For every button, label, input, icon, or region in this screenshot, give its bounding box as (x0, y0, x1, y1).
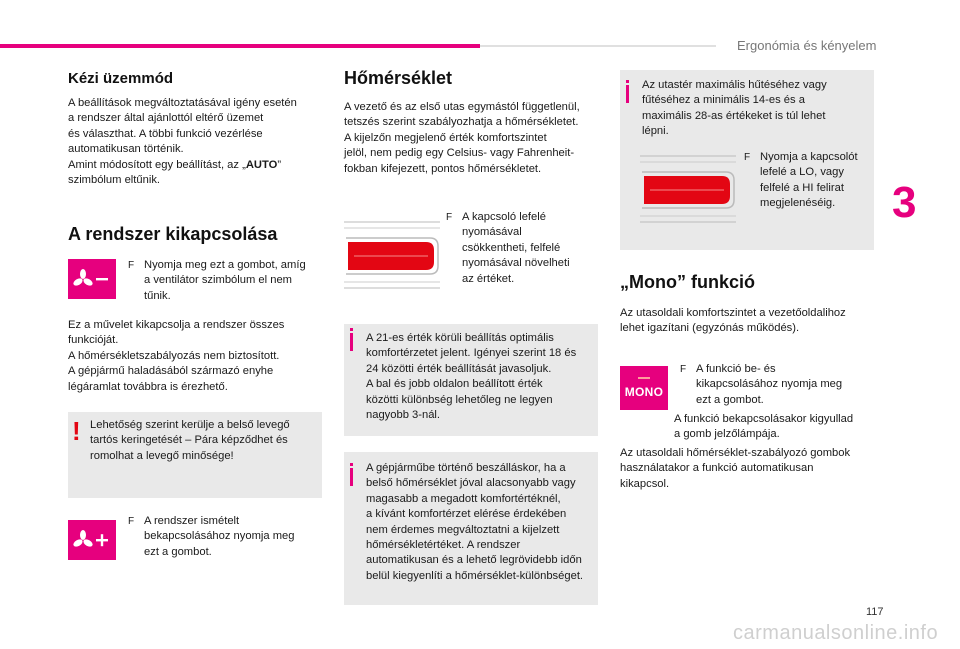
info-icon-dot (350, 328, 353, 331)
fan-plus-icon (72, 527, 112, 553)
info-comfort-content (366, 331, 596, 423)
mono-description-2: Az utasoldali hőmérséklet-szabályozó gombok használatakor a funkció automatikusan kikapcsol. (620, 447, 851, 490)
temperature-description: A vezető és az első utas egymástól függetlenül, tetszés szerint szabályozhatja a hőmérsékletet. A kijelzőn megjelenő érték komfortszintet jelöl, nem pedig egy Celsius- vagy Fahrenheit- fokban kifejezett, pontos hőmérsékletet. (344, 101, 580, 175)
watermark: carmanualsonline.info (733, 622, 939, 644)
mono-bullet-text: A funkció be- és kikapcsolásához nyomja meg ezt a gombot. (696, 363, 843, 406)
off-description-text: Ez a művelet kikapcsolja a rendszer összes funkcióját. A hőmérsékletszabályozás nem biztosított. A gépjármű haladásából származó enyhe légáramlat továbbra is érezhető. (68, 319, 285, 393)
bullet-icon: F (744, 152, 751, 163)
switch-illustration-icon (344, 216, 440, 292)
temperature-switch-illustration (344, 216, 440, 292)
header-accent-bar (0, 44, 480, 48)
mono-indicator-light (638, 377, 650, 379)
info-entry-content (366, 461, 596, 584)
info-icon-dot (626, 80, 629, 83)
system-off-title: A rendszer kikapcsolása (68, 224, 278, 244)
off-bullet (128, 258, 328, 304)
mono-label: MONO (624, 385, 664, 399)
temperature-bullet (446, 210, 586, 287)
header-divider (480, 45, 716, 47)
on-bullet-text: A rendszer ismételt bekapcsolásához nyomja meg ezt a gombot. (144, 515, 295, 558)
mono-after-text: A funkció bekapcsolásakor kigyullad a gomb jelzőlámpája. (674, 413, 854, 441)
info-icon (626, 85, 629, 103)
mono-text2 (620, 446, 880, 492)
info-extremes-content (642, 78, 870, 140)
manual-mode-title: Kézi üzemmód (68, 70, 174, 87)
mono-bullet (680, 362, 876, 408)
temperature-text (344, 100, 606, 177)
info-comfort-text: A 21-es érték körüli beállítás optimális komfortérzetet jelent. Igényei szerint 18 és 24 közötti érték beállítását javasoljuk. A bal és jobb oldalon beállított érték közötti különbség lehetőleg ne legyen nagyobb 3-nál. (366, 332, 577, 422)
manual-mode-text (68, 96, 328, 188)
auto-label: AUTO (245, 158, 278, 171)
warning-icon: ! (72, 416, 81, 446)
lo-hi-bullet-text: Nyomja a kapcsolót lefelé a LO, vagy felfelé a HI felirat megjelenéséig. (760, 151, 858, 210)
bullet-icon: F (128, 516, 135, 527)
lo-hi-switch-illustration (640, 150, 736, 226)
info-icon (350, 333, 353, 351)
fan-minus-icon (72, 266, 112, 292)
info-icon-dot (350, 463, 353, 466)
warning-text: Lehetőség szerint kerülje a belső levegő tartós keringetését – Pára képződhet és romolhat a levegő minősége! (90, 419, 290, 462)
warning-content (90, 418, 318, 464)
manual-text-b: ” szimbólum eltűnik. (68, 158, 282, 187)
switch-illustration-icon (640, 150, 736, 226)
fan-on-button (68, 520, 116, 560)
mono-after (674, 412, 880, 443)
mono-title: „Mono” funkció (620, 272, 755, 292)
chapter-number: 3 (892, 178, 917, 227)
mono-text (620, 306, 880, 337)
temperature-bullet-text: A kapcsoló lefelé nyomásával csökkentheti, felfelé nyomásával növelheti az értéket. (462, 211, 570, 285)
bullet-icon: F (128, 260, 135, 271)
bullet-icon: F (446, 212, 453, 223)
manual-text-a: A beállítások megváltoztatásával igény esetén a rendszer által ajánlottól eltérő üzemet és választhat. A többi funkció vezérlése automatikusan történik. Amint módosított egy beállítást, az „ (68, 97, 297, 171)
bullet-icon: F (680, 364, 687, 375)
page-number: 117 (866, 606, 884, 618)
fan-off-button (68, 259, 116, 299)
temperature-title: Hőmérséklet (344, 68, 453, 88)
section-title: Ergonómia és kényelem (737, 38, 877, 53)
info-extremes-text: Az utastér maximális hűtéséhez vagy fűtéséhez a minimális 14-es és a maximális 28-as értékeket is túl lehet lépni. (642, 79, 827, 138)
info-icon (350, 468, 353, 486)
off-description (68, 318, 328, 395)
info-entry-text: A gépjárműbe történő beszálláskor, ha a belső hőmérséklet jóval alacsonyabb vagy magasabb a megadott komfortértéknél, a kívánt komfortérzet elérése érdekében nem érdemes megváltoztatni a kijelzett hőmérsékletértéket. A rendszer automatikusan és a lehető legrövidebb időn belül kiegyenlíti a hőmérséklet-különbséget. (366, 462, 584, 582)
lo-hi-bullet (744, 150, 870, 212)
off-bullet-text: Nyomja meg ezt a gombot, amíg a ventilátor szimbólum el nem tűnik. (144, 259, 306, 302)
mono-description: Az utasoldali komfortszintet a vezetőoldalihoz lehet igazítani (egyzónás működés). (620, 307, 846, 335)
on-bullet (128, 514, 328, 560)
mono-button (620, 366, 668, 410)
